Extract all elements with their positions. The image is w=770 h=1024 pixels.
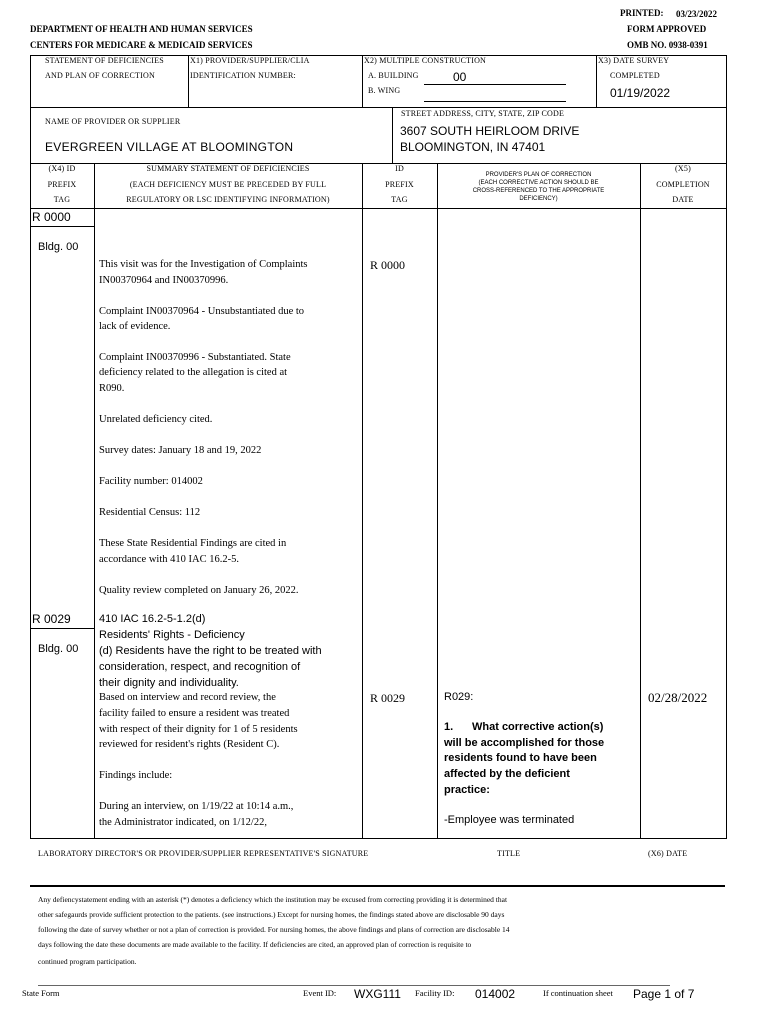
summary-p6: Facility number: 014002 [99,476,203,487]
reg-citation: 410 IAC 16.2-5-1.2(d) [99,613,206,625]
col-id-3: TAG [391,195,408,204]
finding-2: facility failed to ensure a resident was treated [99,708,290,719]
building-value: 00 [453,70,467,84]
summary-p2-l2: lack of evidence. [99,321,171,332]
omb-number: OMB NO. 0938-0391 [627,40,708,50]
summary-p8-l1: These State Residential Findings are cited in [99,538,287,549]
id-r0000: R 0000 [370,258,406,272]
address-label: STREET ADDRESS, CITY, STATE, ZIP CODE [401,109,565,118]
reg-text-3: their dignity and individuality. [99,677,239,689]
plan-q-3: residents found to have been [444,752,597,764]
plan-q-2: will be accomplished for those [444,737,605,749]
facility-id-label: Facility ID: [415,988,455,998]
disclaimer-1: Any defiencystatement ending with an asterisk (*) denotes a deficiency which the institution may be excused from correcting providing it is determined that [38,895,508,904]
finding-1: Based on interview and record review, the [99,692,276,703]
col-id-1: ID [395,164,404,173]
disclaimer-4: days following the date these documents are made available to the facility. If deficiencies are cited, an approved plan of correction is requisite to [38,940,472,949]
disclaimer-3: following the date of survey whether or not a plan of correction is provided. For nursing homes, the above findings and plans of correction are disclosable 14 [38,925,510,934]
col-summary-3: REGULATORY OR LSC IDENTIFYING INFORMATION) [126,195,330,204]
col-x5-3: DATE [672,195,694,204]
survey-completed-date: 01/19/2022 [610,86,671,100]
summary-p3-l2: deficiency related to the allegation is cited at [99,367,288,378]
interview-1: During an interview, on 1/19/22 at 10:14 a.m., [99,801,294,812]
summary-p4: Unrelated deficiency cited. [99,414,213,425]
title-label: TITLE [497,849,521,858]
address-line-1: 3607 SOUTH HEIRLOOM DRIVE [400,124,580,138]
col-x5-2: COMPLETION [656,180,710,189]
x3-label-1: X3) DATE SURVEY [598,56,670,65]
col-x4-3: TAG [53,195,71,204]
provider-name: EVERGREEN VILLAGE AT BLOOMINGTON [45,140,294,154]
findings-include: Findings include: [99,770,173,781]
plan-q-5: practice: [444,784,490,796]
summary-p5: Survey dates: January 18 and 19, 2022 [99,445,262,456]
plan-q-4: affected by the deficient [444,768,570,780]
col-plan-3: CROSS-REFERENCED TO THE APPROPRIATE [472,188,605,194]
address-line-2: BLOOMINGTON, IN 47401 [400,140,546,154]
reg-text-1: (d) Residents have the right to be treated with [99,645,322,657]
signature-label: LABORATORY DIRECTOR'S OR PROVIDER/SUPPLIER REPRESENTATIVE'S SIGNATURE [38,849,369,858]
building-label: A. BUILDING [368,71,419,80]
summary-p1-l2: IN00370964 and IN00370996. [99,275,229,286]
col-plan-4: DEFICIENCY) [519,196,558,202]
continuation-label: If continuation sheet [543,988,613,998]
plan-q-number: 1. [444,721,454,733]
col-plan-1: PROVIDER'S PLAN OF CORRECTION [485,172,592,178]
summary-p3-l1: Complaint IN00370996 - Substantiated. State [99,352,291,363]
col-plan-2: (EACH CORRECTIVE ACTION SHOULD BE [478,180,599,186]
disclaimer-5: continued program participation. [38,957,137,966]
col-x4-2: PREFIX [47,180,77,189]
summary-p9: Quality review completed on January 26, 2022. [99,585,299,596]
summary-p7: Residential Census: 112 [99,507,201,518]
finding-3: with respect of their dignity for 1 of 5 residents [99,724,298,735]
col-id-2: PREFIX [385,180,414,189]
col-summary-2: (EACH DEFICIENCY MUST BE PRECEDED BY FULL [129,180,327,189]
wing-label: B. WING [368,86,401,95]
state-form-label: State Form [22,988,60,998]
department-title: DEPARTMENT OF HEALTH AND HUMAN SERVICES [30,24,253,34]
centers-title: CENTERS FOR MEDICARE & MEDICAID SERVICES [30,40,253,50]
interview-2: the Administrator indicated, on 1/12/22, [99,817,267,828]
x1-label-2: IDENTIFICATION NUMBER: [190,71,296,80]
statement-label-1: STATEMENT OF DEFICIENCIES [45,56,164,65]
summary-p8-l2: accordance with 410 IAC 16.2-5. [99,554,239,565]
reg-text-2: consideration, respect, and recognition of [99,661,301,673]
x2-label: X2) MULTIPLE CONSTRUCTION [364,56,487,65]
x6-date-label: (X6) DATE [648,849,688,858]
plan-q-1: What corrective action(s) [472,721,604,733]
completion-date: 02/28/2022 [648,690,708,705]
plan-ref: R029: [444,691,474,703]
page-number: Page 1 of 7 [633,987,695,1001]
x3-label-2: COMPLETED [610,71,660,80]
event-id-label: Event ID: [303,988,337,998]
tag-r0000: R 0000 [32,210,71,224]
id-r0029: R 0029 [370,691,406,705]
event-id-value: WXG111 [354,987,401,1001]
col-x4-1: (X4) ID [48,164,76,173]
form-approved: FORM APPROVED [627,24,707,34]
col-summary-1: SUMMARY STATEMENT OF DEFICIENCIES [146,164,310,173]
disclaimer-2: other safegaurds provide sufficient protection to the patients. (see instructions.) Except for nursing homes, the findings stated above are disclosable 90 days [38,910,505,919]
bldg-r0029: Bldg. 00 [38,643,79,655]
provider-name-label: NAME OF PROVIDER OR SUPPLIER [45,117,181,126]
finding-4: reviewed for resident's rights (Resident C). [99,739,280,750]
summary-p3-l3: R090. [99,383,125,394]
printed-date: 03/23/2022 [676,9,718,19]
reg-title: Residents' Rights - Deficiency [99,629,245,641]
bldg-r0000: Bldg. 00 [38,241,79,253]
col-x5-1: (X5) [675,164,691,173]
tag-r0029: R 0029 [32,612,71,626]
x1-label-1: X1) PROVIDER/SUPPLIER/CLIA [190,56,310,65]
facility-id-value: 014002 [475,987,516,1001]
statement-label-2: AND PLAN OF CORRECTION [45,71,155,80]
plan-answer-1: -Employee was terminated [444,814,575,826]
printed-label: PRINTED: [620,8,664,18]
summary-p1-l1: This visit was for the Investigation of Complaints [99,259,308,270]
summary-p2-l1: Complaint IN00370964 - Unsubstantiated due to [99,306,305,317]
